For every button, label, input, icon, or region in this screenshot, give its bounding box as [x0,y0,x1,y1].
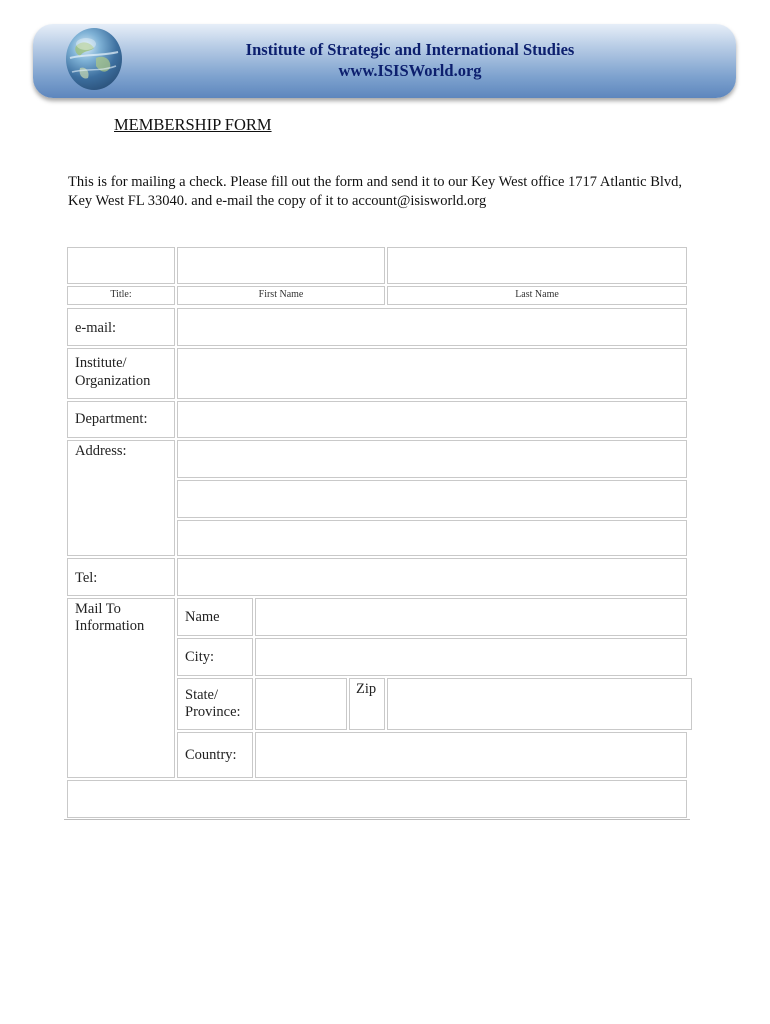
institute-label-line2: Organization [75,373,151,389]
website-link[interactable]: www.ISISWorld.org [338,61,482,80]
first-name-field[interactable] [177,247,385,284]
title-caption: Title: [110,289,132,300]
org-name: Institute of Strategic and International Studies [245,40,575,59]
country-label: Country: [185,747,237,763]
first-name-caption: First Name [258,289,304,300]
tel-label: Tel: [75,570,98,586]
zip-field[interactable] [387,678,692,730]
globe-logo-icon [66,28,122,90]
department-label-cell [67,401,175,438]
mail-name-label: Name [185,609,220,625]
city-field[interactable] [255,638,687,676]
zip-label-cell [349,678,385,730]
city-label: City: [185,649,215,665]
address-label: Address: [75,443,127,459]
email-label: e-mail: [75,320,117,336]
last-name-caption: Last Name [515,289,559,300]
mail-name-field[interactable] [255,598,687,636]
mail-to-label-line2: Information [75,618,145,634]
state-label-line2: Province: [185,704,241,720]
address-line1-field[interactable] [177,440,687,478]
institute-label-cell [67,348,175,399]
mail-to-label-line1: Mail To [75,601,121,617]
bottom-rule [64,819,690,820]
title-field[interactable] [67,247,175,284]
email-label-cell [67,308,175,346]
department-field[interactable] [177,401,687,438]
country-field[interactable] [255,732,687,778]
bottom-empty-row[interactable] [67,780,687,818]
state-label-cell [177,678,253,730]
address-label-cell [67,440,175,556]
form-title: MEMBERSHIP FORM [114,115,272,134]
title-caption-cell [67,286,175,305]
mail-name-label-cell [177,598,253,636]
state-field[interactable] [255,678,347,730]
email-field[interactable] [177,308,687,346]
tel-field[interactable] [177,558,687,596]
country-label-cell [177,732,253,778]
department-label: Department: [75,411,148,427]
institute-label-line1: Institute/ [75,355,127,371]
last-name-caption-cell [387,286,687,305]
first-name-caption-cell [177,286,385,305]
address-line3-field[interactable] [177,520,687,556]
state-label-line1: State/ [185,687,219,703]
mail-to-label-cell [67,598,175,778]
institute-field[interactable] [177,348,687,399]
city-label-cell [177,638,253,676]
last-name-field[interactable] [387,247,687,284]
tel-label-cell [67,558,175,596]
intro-text: This is for mailing a check. Please fill out the form and send it to our Key West office 1717 Atlantic Blvd, Key West FL 33040. and e-mail the copy of it to account@isisworld.org [68,174,683,209]
address-line2-field[interactable] [177,480,687,518]
zip-label: Zip [356,681,377,697]
